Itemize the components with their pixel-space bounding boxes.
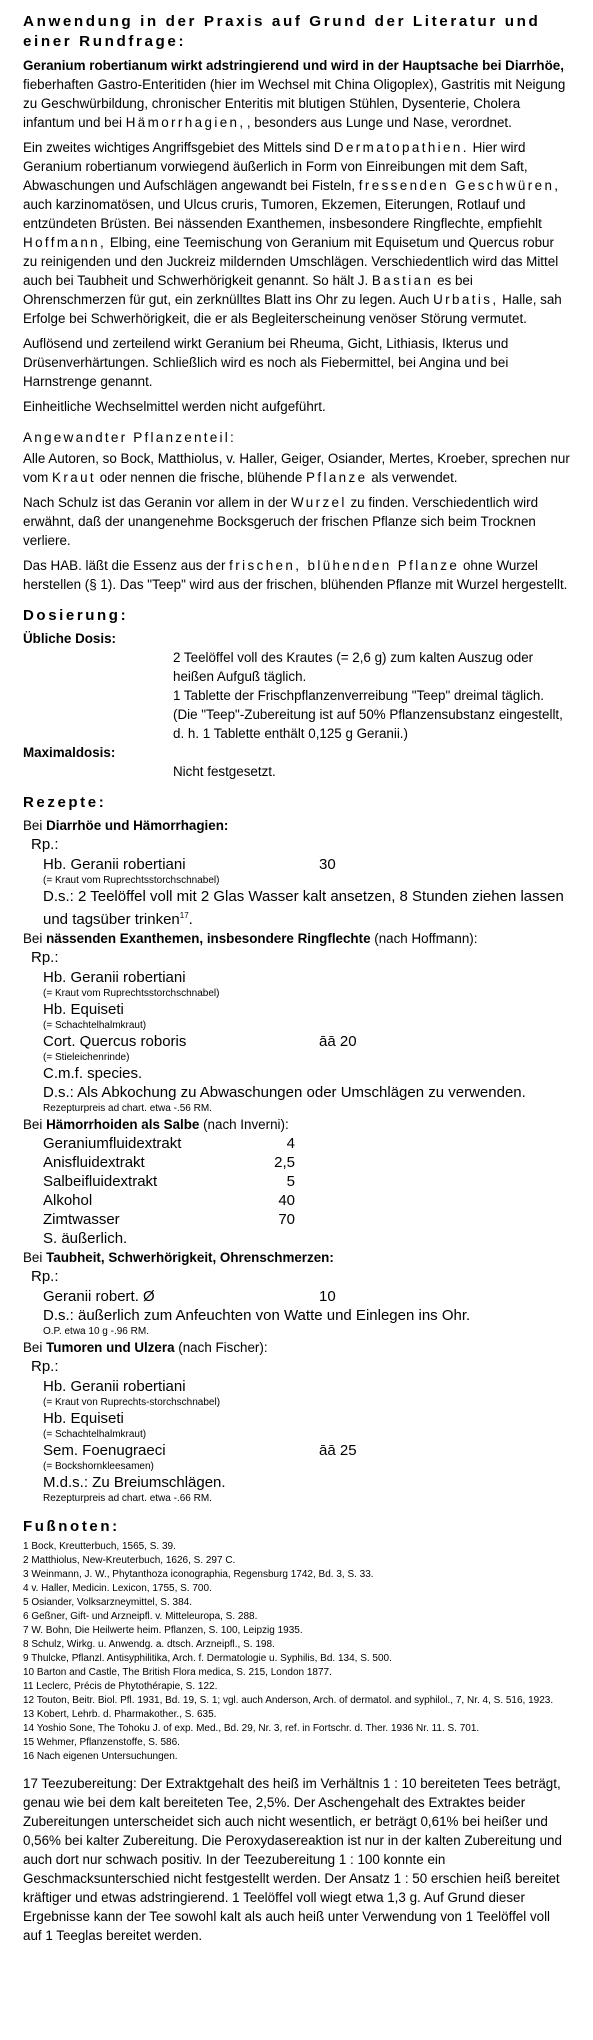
ingredient-quantity: 5 (286, 1173, 295, 1190)
recipe-5-body (23, 1377, 571, 1505)
ingredient-note: (= Kraut von Ruprechts-storchschnabel) (43, 1397, 221, 1408)
ingredient-quantity: 30 (319, 856, 336, 873)
r4-intro-a: Bei (23, 1250, 47, 1265)
plant1-b: oder nennen die frische, blühende (96, 470, 306, 485)
footnote: 7 W. Bohn, Die Heilwerte heim. Pflanzen, S. 100, Leipzig 1935. (23, 1625, 303, 1636)
footnote: 9 Thulcke, Pflanzl. Antisyphilitika, Arch. f. Dermatologie u. Syphilis, Bd. 134, S. 500. (23, 1653, 392, 1664)
ingredient-name: C.m.f. species. (43, 1065, 143, 1082)
footnote: 2 Matthiolus, New-Kreuterbuch, 1626, S. 297 C. (23, 1555, 236, 1566)
recipe-1-body (23, 855, 571, 929)
ingredient-note: (= Kraut vom Ruprechtsstorchschnabel) (43, 875, 220, 886)
recipe-2-body (23, 968, 571, 1115)
ingredient-quantity: 70 (278, 1211, 295, 1228)
recipe-1-intro (23, 816, 571, 835)
ingredient-name: Hb. Equiseti (43, 1001, 124, 1018)
dosage-heading: Dosierung: (23, 607, 129, 624)
plant3-b: ohne Wurzel herstellen (§ 1). Das "Teep" wird aus der frischen, blühenden Pflanze mit Wurzel hergestellt. (23, 558, 568, 592)
recipe-ingredient (43, 855, 571, 874)
para2-e: es bei Ohrenschmerzen für gut, ein zerknülltes Blatt ins Ohr zu legen. Auch (23, 273, 473, 307)
recipe-ingredient (43, 1191, 571, 1210)
footnote: 6 Geßner, Gift- und Arzneipfl. v. Mitteleuropa, S. 288. (23, 1611, 258, 1622)
rp-label: Rp.: (31, 836, 59, 853)
ingredient-name: Geranii robert. Ø (43, 1288, 155, 1305)
r2-intro-b: nässenden Exanthemen, insbesondere Ringflechte (46, 931, 371, 946)
rp-label: Rp.: (31, 949, 59, 966)
ingredient-name: Sem. Foenugraeci (43, 1442, 166, 1459)
recipe-ingredient (43, 1000, 571, 1019)
para2-sp1: Dermatopathien. (333, 140, 469, 155)
recipe-instruction: D.s.: Als Abkochung zu Abwaschungen oder Umschlägen zu verwenden. (43, 1084, 526, 1101)
plant3-a: Das HAB. läßt die Essenz aus der (23, 558, 230, 573)
recipe-ingredient (43, 1377, 571, 1396)
recipe-price: Rezepturpreis ad chart. etwa -.66 RM. (43, 1493, 212, 1504)
ingredient-name: Anisfluidextrakt (43, 1154, 145, 1171)
recipe-ingredient (43, 1409, 571, 1428)
rp-label: Rp.: (31, 1268, 59, 1285)
para2-sp4: Bastian (371, 273, 434, 288)
recipe-5-intro (23, 1338, 571, 1357)
footnote: 12 Touton, Beitr. Biol. Pfl. 1931, Bd. 19, S. 1; vgl. auch Anderson, Arch. of dermatol. and syphilol., 7, Nr. 4, S. 516, 1923. (23, 1695, 554, 1706)
usual-dose-text-2: 1 Tablette der Frischpflanzenverreibung "Teep" dreimal täglich. (Die "Teep"-Zubereitung ist auf 50% Pflanzensubstanz eingestellt, d. h. 1 Tablette enthält 0,125 g Geranii.) (173, 688, 563, 741)
plant2-a: Nach Schulz ist das Geranin vor allem in der (23, 495, 291, 510)
ingredient-name: Geraniumfluidextrakt (43, 1135, 182, 1152)
footnote: 5 Osiander, Volksarzneymittel, S. 384. (23, 1597, 192, 1608)
ingredient-quantity: āā 20 (319, 1033, 357, 1050)
r2-intro-a: Bei (23, 931, 47, 946)
ingredient-note: (= Bockshornkleesamen) (43, 1461, 154, 1472)
footnote: 13 Kobert, Lehrb. d. Pharmakother., S. 635. (23, 1709, 217, 1720)
usual-dose-label: Übliche Dosis: (23, 631, 117, 646)
r2-intro-c: (nach Hoffmann): (370, 931, 478, 946)
dosage-section (23, 629, 571, 781)
recipe-instruction: M.d.s.: Zu Breiumschlägen. (43, 1474, 226, 1491)
ingredient-quantity: āā 25 (319, 1442, 357, 1459)
plant-part-heading: Angewandter Pflanzenteil: (23, 430, 236, 445)
footnote-17: 17 Teezubereitung: Der Extraktgehalt des heiß im Verhältnis 1 : 10 bereiteten Tees beträgt, genau wie bei dem kalt bereiteten Tee, 2,5%. Der Aschengehalt des Extraktes beider Zubereitungen unterscheidet sich auch nicht wesentlich, er beträgt 0,61% bei heißer und 0,56% bei kalter Zubereitung. Die Peroxydasereaktion ist nur in der kalten Zubereitung und auch dort nur schwach positiv. In der Teezubereitung 1 : 100 konnte ein Geschmacksunterschied nicht festgestellt werden. Der Ansatz 1 : 50 erschien heiß bereitet kräftiger und etwas adstringierend. 1 Teelöffel voll wiegt etwa 1,3 g. Auf Grund dieser Ergebnisse kann der Tee sowohl kalt als auch heiß unter Verwendung von 1 Teelöffel voll auf 1 Teeglas bereitet werden. (23, 1776, 562, 1943)
plant-paragraph-2 (23, 493, 571, 550)
footnote: 4 v. Haller, Medicin. Lexicon, 1755, S. 700. (23, 1583, 212, 1594)
r1-intro-a: Bei (23, 818, 47, 833)
footnotes-heading: Fußnoten: (23, 1518, 120, 1535)
para2-d: Elbing, eine Teemischung von Geranium mit Equisetum und Quercus robur zu reinigenden und den Juckreiz mildernden Umschlägen. Verschiedentlich wird das Mittel auch bei Taubheit und Schwerhörigkeit genannt. So hält J. (23, 235, 559, 288)
footnote: 11 Leclerc, Précis de Phytothérapie, S. 122. (23, 1681, 218, 1692)
r3-intro-a: Bei (23, 1117, 47, 1132)
r5-intro-c: (nach Fischer): (174, 1340, 268, 1355)
intro-end: , , besonders aus Lunge und Nase, verordnet. (239, 115, 512, 130)
para2-sp3: Hoffmann, (23, 235, 107, 250)
footnote-list (23, 1540, 571, 1764)
ingredient-name: Hb. Geranii robertiani (43, 1378, 186, 1395)
recipe-tumors (23, 1338, 571, 1505)
recipe-ingredient (43, 1153, 571, 1172)
footnote: 10 Barton and Castle, The British Flora medica, S. 215, London 1877. (23, 1667, 332, 1678)
recipe-diarrhea (23, 816, 571, 929)
recipe-ingredient (43, 1032, 571, 1051)
r3-intro-c: (nach Inverni): (199, 1117, 289, 1132)
recipe-deafness (23, 1248, 571, 1338)
footnote: 1 Bock, Kreutterbuch, 1565, S. 39. (23, 1541, 176, 1552)
recipe-ingredient (43, 1064, 571, 1083)
ingredient-name: Zimtwasser (43, 1211, 120, 1228)
plant1-sp1: Kraut (52, 470, 97, 485)
resolving-paragraph: Auflösend und zerteilend wirkt Geranium bei Rheuma, Gicht, Lithiasis, Ikterus und Drüsenverhärtungen. Schließlich wird es noch als Fiebermittel, bei Angina und bei Harnstrenge genannt. (23, 336, 509, 389)
ingredient-name: Alkohol (43, 1192, 93, 1209)
r5-intro-a: Bei (23, 1340, 47, 1355)
ingredient-quantity: 2,5 (274, 1154, 295, 1171)
intro-text: fieberhaften Gastro-Enteritiden (hier im Wechsel mit China Oligoplex), Gastritis mit Neigung zu Geschwürbildung, chronischer Enteritis mit blutigen Stühlen, Dysenterie, Cholera infantum und bei (23, 77, 566, 130)
ingredient-quantity: 4 (286, 1135, 295, 1152)
recipe-ingredient (43, 1210, 571, 1229)
alternating-remedies-paragraph: Einheitliche Wechselmittel werden nicht aufgeführt. (23, 399, 326, 414)
plant-paragraph-3 (23, 556, 571, 594)
plant1-a: Alle Autoren, so Bock, Matthiolus, v. Haller, Geiger, Osiander, Mertes, Kroeber, sprechen nur vom (23, 451, 570, 485)
ingredient-name: Salbeifluidextrakt (43, 1173, 158, 1190)
para2-f: Halle, sah Erfolge bei Schwerhörigkeit, die er als Begleiterscheinung venöser Störung vermutet. (23, 292, 562, 326)
para2-c: auch karzinomatösen, und Ulcus cruris, Tumoren, Ekzemen, Eiterungen, Rotlauf und entzündeten Brüsten. Bei nässenden Exanthemen, insbesondere Ringflechte, empfiehlt (23, 197, 542, 231)
plant2-b: zu finden. Verschiedentlich wird erwähnt, daß der unangenehme Bocksgeruch der frischen Pflanze sich beim Trocknen verliere. (23, 495, 539, 548)
para2-sp2: fressenden Geschwüren, (358, 178, 561, 193)
plant1-c: als verwendet. (367, 470, 458, 485)
r1-ds-text: D.s.: 2 Teelöffel voll mit 2 Glas Wasser kalt ansetzen, 8 Stunden ziehen lassen und tagsüber trinken (43, 888, 564, 928)
ingredient-quantity: 40 (278, 1192, 295, 1209)
ingredient-name: Hb. Equiseti (43, 1410, 124, 1427)
plant-paragraph-1 (23, 449, 571, 487)
ingredient-quantity: 10 (319, 1288, 336, 1305)
recipe-ingredient (43, 1134, 571, 1153)
footnote: 8 Schulz, Wirkg. u. Anwendg. a. dtsch. Arzneipfl., S. 198. (23, 1639, 275, 1650)
recipe-4-intro (23, 1248, 571, 1267)
dermatopathy-paragraph (23, 138, 571, 328)
r5-intro-b: Tumoren und Ulzera (46, 1340, 175, 1355)
plant2-sp1: Wurzel (290, 495, 347, 510)
para2-a: Ein zweites wichtiges Angriffsgebiet des Mittels sind (23, 140, 334, 155)
ingredient-name: Hb. Geranii robertiani (43, 969, 186, 986)
recipe-ingredient (43, 968, 571, 987)
r4-intro-b: Taubheit, Schwerhörigkeit, Ohrenschmerzen: (46, 1250, 334, 1265)
recipes-heading: Rezepte: (23, 794, 107, 811)
r1-intro-b: Diarrhöe und Hämorrhagien: (46, 818, 229, 833)
usual-dose-text-1: 2 Teelöffel voll des Krautes (= 2,6 g) zum kalten Auszug oder heißen Aufguß täglich. (173, 650, 534, 684)
recipe-4-body (23, 1287, 571, 1338)
recipe-price: O.P. etwa 10 g -.96 RM. (43, 1326, 149, 1337)
recipe-ingredient (43, 1441, 571, 1460)
ingredient-note: (= Kraut vom Ruprechtsstorchschnabel) (43, 988, 220, 999)
para2-b: Hier wird Geranium robertianum vorwiegend äußerlich in Form von Einreibungen mit dem Saft, Abwaschungen und Aufschlägen angewandt bei Fisteln, (23, 140, 528, 193)
recipe-price: Rezepturpreis ad chart. etwa -.56 RM. (43, 1103, 212, 1114)
max-dose-label: Maximaldosis: (23, 745, 116, 760)
footnote-ref: 17 (179, 911, 189, 920)
recipe-exanthema (23, 929, 571, 1115)
ingredient-note: (= Stieleichenrinde) (43, 1052, 130, 1063)
recipe-ingredient (43, 1172, 571, 1191)
recipe-2-intro (23, 929, 571, 948)
max-dose-text: Nicht festgesetzt. (173, 764, 276, 779)
page-title: Anwendung in der Praxis auf Grund der Literatur und einer Rundfrage: (23, 13, 541, 50)
footnote: 3 Weinmann, J. W., Phytanthoza iconographia, Regensburg 1742, Bd. 3, S. 33. (23, 1569, 374, 1580)
ingredient-name: Cort. Quercus roboris (43, 1033, 187, 1050)
recipe-3-intro (23, 1115, 571, 1134)
recipe-hemorrhoids (23, 1115, 571, 1248)
recipe-instruction: D.s.: äußerlich zum Anfeuchten von Watte und Einlegen ins Ohr. (43, 1307, 471, 1324)
recipe-instruction: D.s.: 2 Teelöffel voll mit 2 Glas Wasser kalt ansetzen, 8 Stunden ziehen lassen und tagsüber trinken$^{17}$. (43, 888, 564, 928)
intro-bold: Geranium robertianum wirkt adstringierend und wird in der Hauptsache bei Diarrhöe, (23, 58, 564, 73)
ingredient-name: Hb. Geranii robertiani (43, 856, 186, 873)
footnote: 16 Nach eigenen Untersuchungen. (23, 1751, 178, 1762)
plant3-sp1: frischen, blühenden Pflanze (229, 558, 460, 573)
para2-sp5: Urbatis, (433, 292, 499, 307)
footnote: 14 Yoshio Sone, The Tohoku J. of exp. Med., Bd. 29, Nr. 3, ref. in Fortschr. d. Ther. 1936 Nr. 11. S. 701. (23, 1723, 480, 1734)
ingredient-note: (= Schachtelhalmkraut) (43, 1429, 147, 1440)
intro-paragraph (23, 56, 571, 132)
rp-label: Rp.: (31, 1358, 59, 1375)
intro-spaced: Hämorrhagien (125, 115, 240, 130)
footnote: 15 Wehmer, Pflanzenstoffe, S. 586. (23, 1737, 180, 1748)
ingredient-note: (= Schachtelhalmkraut) (43, 1020, 147, 1031)
r3-intro-b: Hämorrhoiden als Salbe (46, 1117, 200, 1132)
recipe-instruction: S. äußerlich. (43, 1230, 128, 1247)
recipe-3-body (23, 1134, 571, 1248)
recipe-ingredient (43, 1287, 571, 1306)
plant1-sp2: Pflanze (306, 470, 368, 485)
